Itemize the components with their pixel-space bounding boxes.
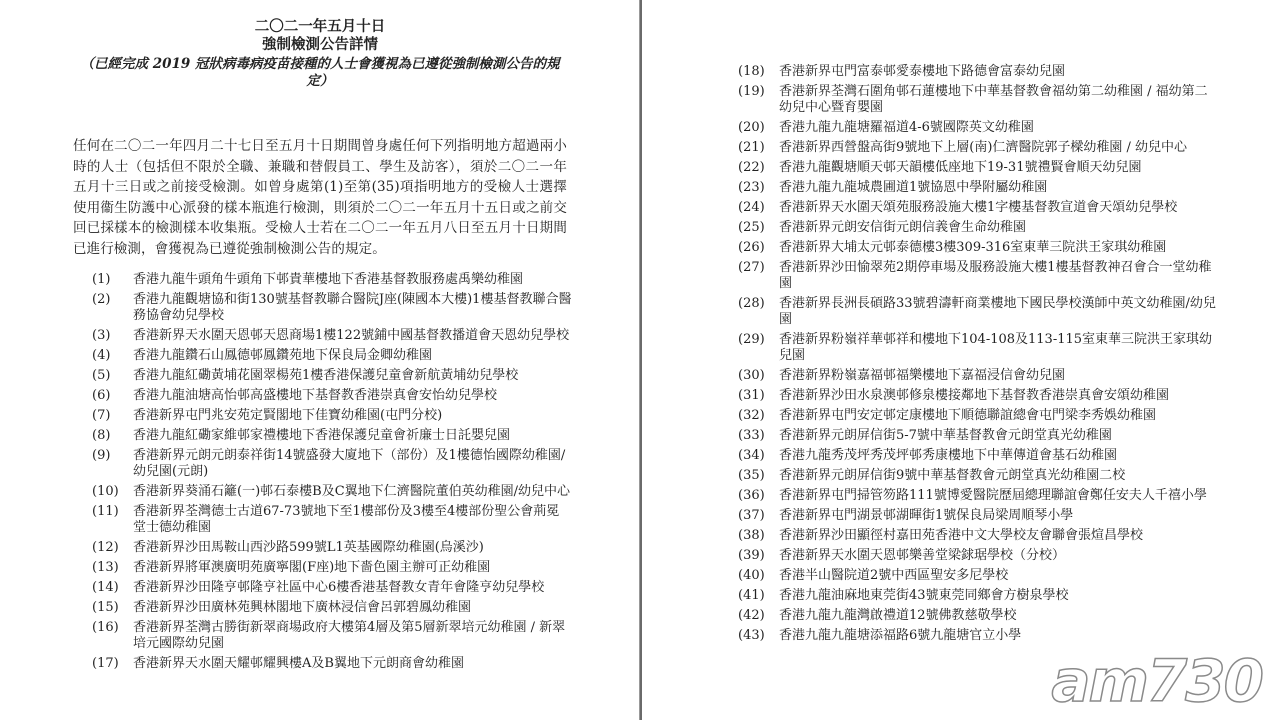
list-item (738, 84, 1218, 116)
list-item-address: 香港新界元朗屏信街9號中華基督教會元朗堂真光幼稚園二校 (779, 468, 1126, 483)
list-item-number: (41) (738, 588, 765, 603)
list-item-address: 香港新界荃灣石圍角邨石蓮樓地下中華基督教會福幼第二幼稚園 / 福幼第二幼兒中心暨育嬰園 (779, 84, 1208, 115)
notice-vaccination-note: （已經完成 2019 冠狀病毒病疫苗接種的人士會獲視為已遵從強制檢測公告的規定） (80, 56, 560, 89)
list-item (738, 240, 1218, 256)
list-item-address: 香港新界元朗元朗泰祥街14號盛發大廈地下（部份）及1樓德怡國際幼稚園/幼兒園(元朗) (133, 448, 566, 479)
list-item-number: (26) (738, 240, 765, 255)
list-item-address: 香港九龍九龍塘添福路6號九龍塘官立小學 (779, 628, 1022, 643)
list-item-number: (24) (738, 200, 765, 215)
list-item-number: (33) (738, 428, 765, 443)
list-item-address: 香港新界沙田廣林苑興林閣地下廣林浸信會呂郭碧鳳幼稚園 (133, 600, 472, 615)
list-item-address: 香港新界屯門掃管笏路111號博愛醫院歷屆總理聯誼會鄭任安夫人千禧小學 (779, 488, 1207, 503)
list-item-address: 香港九龍鑽石山鳳德邨鳳鑽苑地下保良局金卿幼稚園 (133, 348, 433, 363)
list-item-address: 香港新界沙田水泉澳邨修泉樓接鄰地下基督教香港崇真會安頌幼稚園 (779, 388, 1170, 403)
list-item-number: (22) (738, 160, 765, 175)
list-item (92, 328, 572, 344)
list-item-number: (3) (92, 328, 111, 343)
list-item-number: (11) (92, 504, 119, 519)
list-item-number: (17) (92, 656, 119, 671)
list-item (92, 504, 572, 536)
list-item (92, 540, 572, 556)
list-item-number: (23) (738, 180, 765, 195)
list-item-number: (32) (738, 408, 765, 423)
list-item-number: (18) (738, 64, 765, 79)
list-item-address: 香港九龍九龍塘羅福道4-6號國際英文幼稚園 (779, 120, 1034, 135)
list-item-address: 香港九龍觀塘順天邨天韻樓低座地下19-31號禮賢會順天幼兒園 (779, 160, 1142, 175)
list-item-number: (6) (92, 388, 111, 403)
list-item-number: (12) (92, 540, 119, 555)
list-item (738, 388, 1218, 404)
list-item (92, 408, 572, 424)
list-item (738, 428, 1218, 444)
list-item (92, 484, 572, 500)
notice-date: 二〇二一年五月十日 (254, 18, 386, 35)
list-item (738, 332, 1218, 364)
list-item-address: 香港九龍九龍灣啟禮道12號佛教慈敬學校 (779, 608, 1017, 623)
list-item (738, 628, 1218, 644)
list-item-number: (36) (738, 488, 765, 503)
list-item (738, 200, 1218, 216)
list-item-number: (40) (738, 568, 765, 583)
notice-body-paragraph: 任何在二〇二一年四月二十七日至五月十日期間曾身處任何下列指明地方超過兩小時的人士（包括但不限於全職、兼職和替假員工、學生及訪客），須於二〇二一年五月十三日或之前接受檢測。如曾身處第(1)至第(35)項指明地方的受檢人士選擇使用衞生防護中心派發的樣本瓶進行檢測，則須於二〇二一年五月十五日或之前交回已採樣本的檢測樣本收集瓶。受檢人士若在二〇二一年五月八日至五月十日期間已進行檢測，會獲視為已遵從強制檢測公告的規定。 (73, 138, 567, 257)
list-item (738, 488, 1218, 504)
list-item-number: (10) (92, 484, 119, 499)
list-item (92, 560, 572, 576)
list-item-address: 香港新界西營盤高街9號地下上層(南)仁濟醫院郭子樑幼稚園 / 幼兒中心 (779, 140, 1188, 155)
list-item-address: 香港九龍油塘高怡邨高盛樓地下基督教香港崇真會安怡幼兒學校 (133, 388, 498, 403)
list-item (738, 508, 1218, 524)
list-item-number: (28) (738, 296, 765, 311)
list-item (92, 388, 572, 404)
list-item-address: 香港新界天水圍天恩邨樂善堂梁銶琚學校（分校） (779, 548, 1066, 563)
list-item (738, 160, 1218, 176)
list-item-number: (25) (738, 220, 765, 235)
list-item-address: 香港新界沙田顯徑村嘉田苑香港中文大學校友會聯會張煊昌學校 (779, 528, 1144, 543)
list-item-number: (9) (92, 448, 111, 463)
list-item-address: 香港新界天水圍天恩邨天恩商場1樓122號鋪中國基督教播道會天恩幼兒學校 (133, 328, 570, 343)
list-item-number: (43) (738, 628, 765, 643)
list-item-address: 香港新界荃灣德士古道67-73號地下至1樓部份及3樓至4樓部份聖公會荊冕堂士德幼稚園 (133, 504, 560, 535)
list-item (92, 272, 572, 288)
list-item-address: 香港九龍紅磡家維邨家禮樓地下香港保護兒童會祈廉士日託嬰兒園 (133, 428, 511, 443)
list-item-address: 香港新界粉嶺祥華邨祥和樓地下104-108及113-115室東華三院洪王家琪幼兒園 (779, 332, 1213, 363)
list-item-address: 香港新界屯門安定邨定康樓地下順德聯誼總會屯門梁李秀娛幼稚園 (779, 408, 1157, 423)
list-item-address: 香港新界葵涌石籬(一)邨石泰樓B及C翼地下仁濟醫院董伯英幼稚園/幼兒中心 (133, 484, 571, 499)
list-item (92, 448, 572, 480)
list-item-number: (14) (92, 580, 119, 595)
list-item-number: (13) (92, 560, 119, 575)
list-item-address: 香港新界長洲長碩路33號碧濤軒商業樓地下國民學校漢師中英文幼稚園/幼兒園 (779, 296, 1216, 327)
list-item (738, 296, 1218, 328)
list-item-address: 香港新界天水圍天耀邨耀興樓A及B翼地下元朗商會幼稚園 (133, 656, 464, 671)
list-item-number: (16) (92, 620, 119, 635)
notice-title: 強制檢測公告詳情 (262, 36, 378, 53)
list-item-number: (27) (738, 260, 765, 275)
premises-list-right (738, 64, 1218, 648)
list-item (738, 448, 1218, 464)
am730-watermark-logo: am730 (1051, 647, 1262, 715)
list-item-address: 香港新界大埔太元邨泰德樓3樓309-316室東華三院洪王家琪幼稚園 (779, 240, 1167, 255)
list-item-address: 香港新界將軍澳廣明苑廣寧閣(F座)地下嗇色園主辦可正幼稚園 (133, 560, 491, 575)
list-item-number: (38) (738, 528, 765, 543)
list-item (92, 620, 572, 652)
list-item-number: (19) (738, 84, 765, 99)
list-item-number: (8) (92, 428, 111, 443)
list-item-address: 香港新界沙田馬鞍山西沙路599號L1英基國際幼稚園(烏溪沙) (133, 540, 484, 555)
list-item-number: (2) (92, 292, 111, 307)
list-item-number: (7) (92, 408, 111, 423)
list-item-address: 香港九龍牛頭角牛頭角下邨貴華樓地下香港基督教服務處禹樂幼稚園 (133, 272, 524, 287)
list-item (92, 428, 572, 444)
list-item-number: (34) (738, 448, 765, 463)
list-item-number: (37) (738, 508, 765, 523)
list-item-address: 香港九龍油麻地東莞街43號東莞同鄉會方樹泉學校 (779, 588, 1069, 603)
list-item-number: (21) (738, 140, 765, 155)
list-item (738, 588, 1218, 604)
list-item-number: (30) (738, 368, 765, 383)
list-item-address: 香港新界元朗屏信街5-7號中華基督教會元朗堂真光幼稚園 (779, 428, 1112, 443)
list-item (738, 528, 1218, 544)
list-item-address: 香港新界沙田愉翠苑2期停車場及服務設施大樓1樓基督教神召會合一堂幼稚園 (779, 260, 1212, 291)
list-item-address: 香港新界荃灣古勝街新翠商場政府大樓第4層及第5層新翠培元幼稚園 / 新翠培元國際幼兒園 (133, 620, 566, 651)
list-item-address: 香港九龍秀茂坪秀茂坪邨秀康樓地下中華傳道會基石幼稚園 (779, 448, 1118, 463)
list-item-number: (35) (738, 468, 765, 483)
list-item (738, 64, 1218, 80)
list-item-number: (5) (92, 368, 111, 383)
list-item (92, 600, 572, 616)
list-item (738, 140, 1218, 156)
list-item-number: (31) (738, 388, 765, 403)
list-item-number: (1) (92, 272, 111, 287)
list-item-address: 香港新界屯門湖景邨湖暉街1號保良局梁周順琴小學 (779, 508, 1074, 523)
list-item-number: (4) (92, 348, 111, 363)
list-item-address: 香港新界天水圍天頌苑服務設施大樓1字樓基督教宣道會天頌幼兒學校 (779, 200, 1178, 215)
list-item (738, 608, 1218, 624)
list-item-address: 香港半山醫院道2號中西區聖安多尼學校 (779, 568, 1009, 583)
list-item-address: 香港新界屯門兆安苑定賢閣地下佳寶幼稚園(屯門分校) (133, 408, 443, 423)
list-item (738, 368, 1218, 384)
list-item-number: (42) (738, 608, 765, 623)
list-item-number: (39) (738, 548, 765, 563)
list-item (92, 292, 572, 324)
list-item-address: 香港九龍紅磡黃埔花園翠楊苑1樓香港保護兒童會新航黃埔幼兒學校 (133, 368, 519, 383)
list-item (738, 220, 1218, 236)
list-item (738, 120, 1218, 136)
list-item-address: 香港新界屯門富泰邨愛泰樓地下路德會富泰幼兒園 (779, 64, 1066, 79)
list-item (738, 408, 1218, 424)
list-item (92, 580, 572, 596)
list-item-number: (29) (738, 332, 765, 347)
notice-header (0, 18, 640, 90)
list-item (738, 260, 1218, 292)
list-item (738, 180, 1218, 196)
list-item (92, 368, 572, 384)
list-item (92, 656, 572, 672)
list-item-address: 香港新界沙田隆亨邨隆亨社區中心6樓香港基督教女青年會隆亨幼兒學校 (133, 580, 545, 595)
list-item-address: 香港新界粉嶺嘉福邨福樂樓地下嘉福浸信會幼兒園 (779, 368, 1066, 383)
premises-list-left (92, 272, 572, 676)
list-item (738, 468, 1218, 484)
list-item-address: 香港九龍九龍城農圃道1號協恩中學附屬幼稚園 (779, 180, 1048, 195)
list-item (92, 348, 572, 364)
list-item (738, 548, 1218, 564)
list-item-number: (15) (92, 600, 119, 615)
list-item (738, 568, 1218, 584)
list-item-address: 香港新界元朗安信街元朗信義會生命幼稚園 (779, 220, 1027, 235)
list-item-address: 香港九龍觀塘協和街130號基督教聯合醫院J座(陳國本大樓)1樓基督教聯合醫務協會幼兒學校 (133, 292, 572, 323)
list-item-number: (20) (738, 120, 765, 135)
